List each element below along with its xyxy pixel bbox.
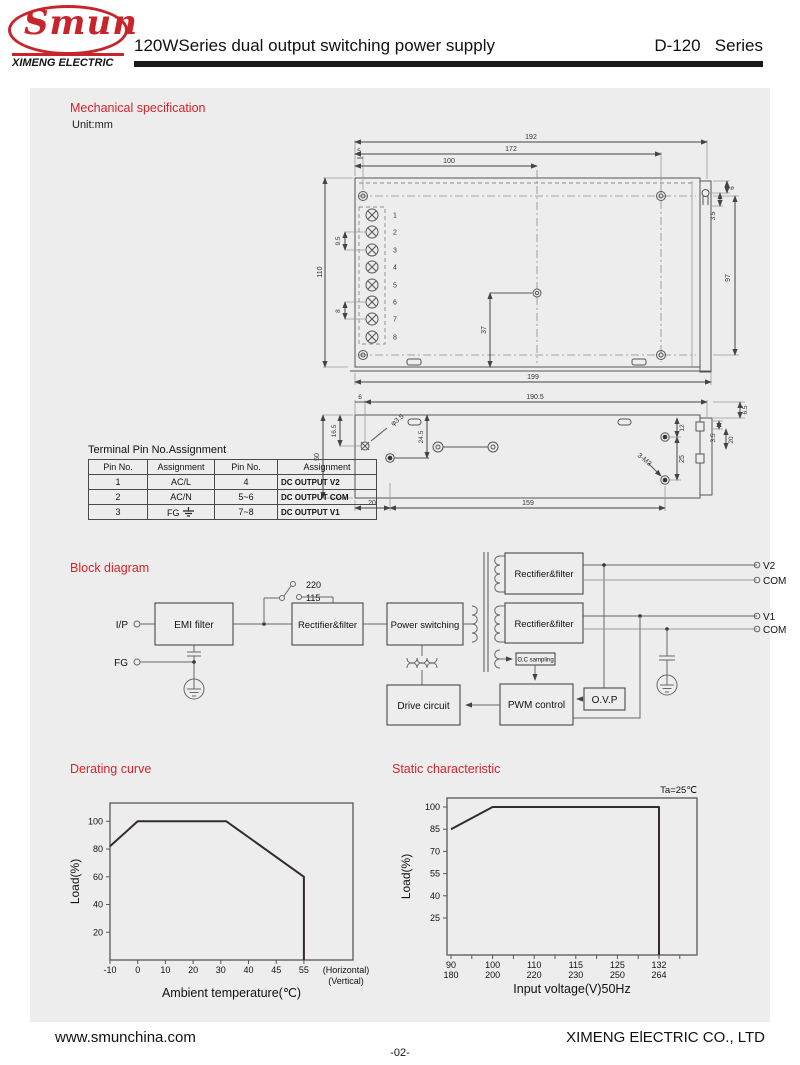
side-view-drawing: [315, 388, 760, 523]
x-tick-label: 200: [485, 970, 501, 980]
x-tick-label: 250: [609, 970, 625, 980]
svg-text:9.5: 9.5: [335, 236, 342, 246]
svg-text:220: 220: [306, 580, 322, 590]
svg-text:EMI filter: EMI filter: [174, 620, 214, 631]
x-tick-label: 55: [298, 965, 309, 975]
table-row: 1 AC/L 4 DC OUTPUT V2: [89, 475, 377, 490]
footer-company: XIMENG ElECTRIC CO., LTD: [566, 1029, 765, 1046]
col-header: Pin No.: [89, 460, 148, 475]
x-tick-label: 90: [445, 960, 457, 970]
svg-text:Rectifier&filter: Rectifier&filter: [514, 619, 574, 630]
header-rule: [134, 61, 763, 67]
header: [0, 0, 800, 88]
x-tick-label: 100: [485, 960, 501, 970]
svg-text:12: 12: [679, 424, 686, 432]
terminal-number: 7: [393, 316, 397, 324]
terminal-number: 5: [393, 282, 397, 290]
earth-ground-icon: [182, 507, 195, 517]
x-tick-label: 0: [135, 965, 141, 975]
y-tick-label: 55: [429, 868, 440, 879]
y-tick-label: 85: [429, 824, 440, 835]
svg-text:I/P: I/P: [115, 620, 128, 631]
chassis-outline: [350, 178, 711, 372]
svg-text:16.5: 16.5: [331, 424, 338, 438]
terminal-number: 6: [393, 299, 397, 307]
svg-text:192: 192: [525, 134, 537, 141]
svg-text:5: 5: [357, 148, 361, 155]
svg-text:110: 110: [317, 266, 324, 278]
mounting-screws: [359, 192, 666, 360]
data-curve: [110, 821, 304, 960]
table-row: 2 AC/N 5~6 DC OUTPUT COM: [89, 490, 377, 505]
svg-text:O.C sampling: O.C sampling: [517, 657, 554, 664]
x-tick-label: 115: [568, 960, 583, 970]
terminal-number: 8: [393, 334, 397, 342]
y-tick-label: 40: [92, 899, 103, 910]
svg-text:37: 37: [481, 326, 488, 334]
pwm-control-block: [466, 684, 573, 725]
side-outline: [355, 415, 712, 498]
brand-name: Smun: [24, 3, 138, 43]
svg-text:COM: COM: [763, 576, 787, 587]
svg-text:25: 25: [679, 455, 686, 463]
plot-frame: [110, 803, 353, 960]
svg-text:Rectifier&filter: Rectifier&filter: [514, 569, 574, 580]
pin-assignment-table: [88, 444, 377, 520]
col-header: Assignment: [278, 460, 377, 475]
svg-text:190.5: 190.5: [526, 394, 544, 401]
x-axis-title: Input voltage(V)50Hz: [513, 982, 631, 996]
terminal-number: 2: [393, 229, 397, 237]
svg-text:3.5: 3.5: [710, 433, 717, 443]
x-tick-label: 125: [609, 960, 625, 970]
oc-sampling-block: [500, 653, 555, 680]
svg-text:97: 97: [725, 274, 732, 282]
terminal-number: 3: [393, 247, 397, 255]
svg-text:20: 20: [728, 436, 735, 444]
rectifier-filter-1-block: [292, 603, 363, 645]
x-tick-label: 230: [568, 970, 584, 980]
svg-text:6.5: 6.5: [742, 405, 749, 415]
svg-text:24.5: 24.5: [418, 430, 425, 444]
x-tick-label: 20: [188, 965, 199, 975]
terminal-number: 4: [393, 264, 397, 272]
y-tick-label: 25: [429, 913, 440, 923]
x-tick-label: 30: [215, 965, 226, 975]
logo-underline: [12, 53, 124, 56]
center-lines: [359, 170, 696, 363]
terminal-block: [359, 207, 397, 344]
y-tick-label: 80: [92, 844, 103, 855]
series-name: D-120 Series: [654, 36, 763, 55]
y-tick-label: 70: [429, 846, 440, 857]
brand-subname: XIMENG ELECTRIC: [12, 57, 114, 69]
table-row: 3 FG 7~8 DC OUTPUT V1: [89, 505, 377, 520]
x-tick-label: 264: [651, 970, 667, 980]
y-tick-label: 40: [429, 890, 440, 901]
page-number: -02-: [390, 1047, 410, 1059]
mechanical-heading: Mechanical specification: [70, 101, 206, 115]
rectifier-filter-2-block: [505, 553, 583, 594]
data-curve: [451, 807, 659, 955]
page-title: 120WSeries dual output switching power supply: [134, 36, 495, 55]
rectifier-filter-3-block: [505, 603, 583, 643]
svg-text:159: 159: [522, 500, 534, 507]
col-header: Pin No.: [215, 460, 278, 475]
terminal-number: 1: [393, 212, 397, 220]
col-header: Assignment: [148, 460, 215, 475]
axis-note: (Horizontal): [322, 965, 370, 975]
svg-text:20: 20: [368, 500, 376, 507]
table-header-row: [89, 460, 377, 475]
svg-text:FG: FG: [114, 658, 128, 669]
chart-annotation: Ta=25℃: [660, 785, 697, 796]
fg-capacitor-ground: [184, 645, 204, 699]
svg-text:199: 199: [527, 374, 539, 381]
static-characteristic-chart: [390, 780, 725, 1018]
x-tick-label: 220: [526, 970, 542, 980]
svg-text:6: 6: [729, 186, 736, 190]
static-characteristic-heading: Static characteristic: [392, 762, 501, 776]
x-tick-label: 10: [160, 965, 171, 975]
block-diagram: [60, 548, 787, 748]
x-tick-label: 132: [651, 960, 667, 970]
svg-text:φ3.5: φ3.5: [389, 413, 406, 428]
axis-note: (Vertical): [328, 976, 364, 986]
svg-text:8: 8: [335, 309, 342, 313]
svg-text:100: 100: [443, 158, 455, 165]
svg-text:V1: V1: [763, 612, 776, 623]
brand-logo: [8, 3, 138, 69]
derating-curve-chart: [65, 783, 380, 1015]
emi-filter-block: [155, 603, 233, 645]
svg-text:3-M3: 3-M3: [635, 452, 653, 468]
svg-text:V2: V2: [763, 561, 776, 572]
main-transformer: [463, 552, 505, 672]
x-tick-label: 180: [443, 970, 459, 980]
svg-text:PWM control: PWM control: [507, 700, 566, 711]
svg-text:O.V.P: O.V.P: [591, 695, 618, 706]
side-dimensions: [314, 394, 749, 511]
footer-website: www.smunchina.com: [55, 1029, 196, 1046]
svg-text:Power switching: Power switching: [390, 620, 460, 631]
power-switching-block: [363, 603, 463, 645]
svg-text:50: 50: [314, 453, 321, 461]
svg-text:Rectifier&filter: Rectifier&filter: [297, 620, 358, 631]
svg-text:COM: COM: [763, 625, 787, 636]
svg-text:6: 6: [358, 394, 362, 401]
svg-text:172: 172: [505, 146, 517, 153]
svg-text:3.5: 3.5: [710, 211, 717, 221]
ovp-block: [577, 565, 625, 710]
y-tick-label: 100: [87, 816, 103, 827]
drive-circuit-block: [387, 645, 460, 725]
x-tick-label: 40: [243, 965, 254, 975]
svg-text:Drive circuit: Drive circuit: [397, 701, 450, 712]
unit-note: Unit:mm: [72, 119, 113, 131]
x-tick-label: 45: [271, 965, 282, 975]
block-diagram-heading: Block diagram: [70, 561, 150, 575]
top-view-drawing: [315, 130, 760, 400]
svg-text:115: 115: [306, 593, 321, 603]
y-axis-title: Load(%): [399, 853, 413, 900]
dimensions: [317, 134, 739, 385]
derating-heading: Derating curve: [70, 762, 152, 776]
x-tick-label: -10: [103, 965, 117, 975]
x-tick-label: 110: [527, 960, 542, 970]
pin-table-title: Terminal Pin No.Assignment: [88, 444, 227, 456]
y-tick-label: 60: [92, 871, 103, 882]
y-tick-label: 100: [424, 802, 440, 812]
x-axis-title: Ambient temperature(℃): [161, 986, 302, 1000]
y-tick-label: 20: [92, 927, 103, 938]
y-axis-title: Load(%): [68, 858, 82, 905]
